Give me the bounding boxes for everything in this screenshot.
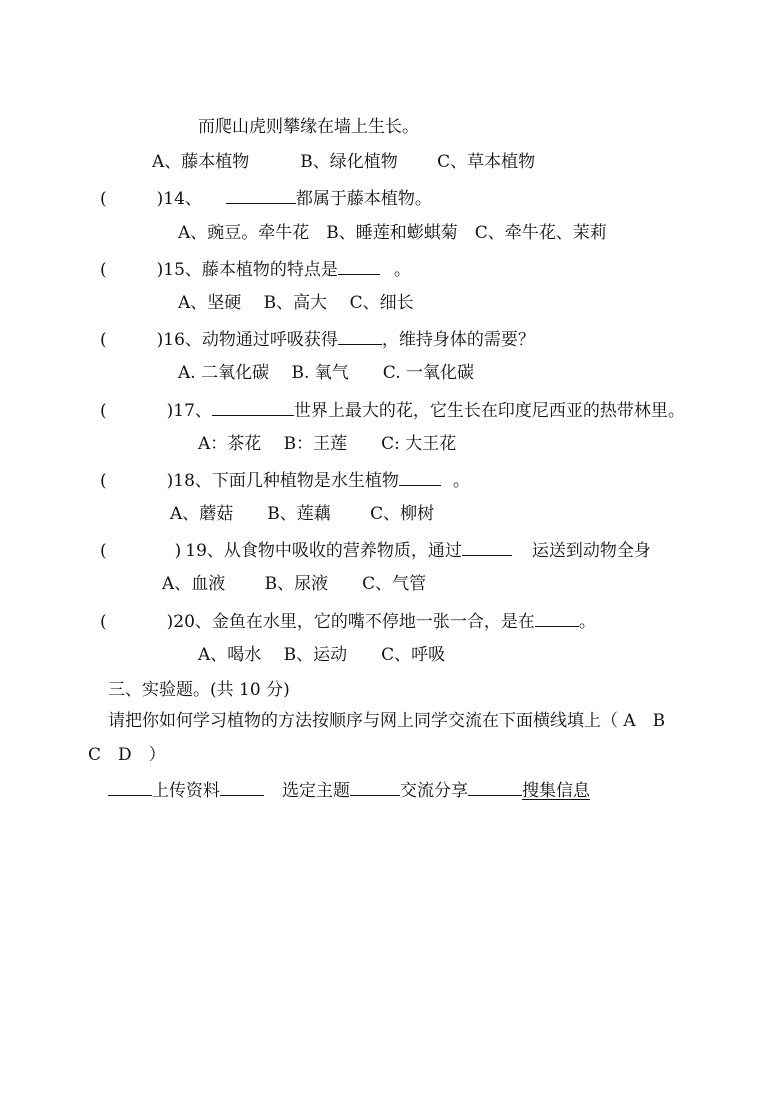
question-20 xyxy=(100,609,596,633)
answer-paren-open: ( xyxy=(100,612,107,632)
options-text: A：茶花 B：王莲 C: 大王花 xyxy=(198,434,457,454)
question-text-end: 。 xyxy=(578,612,596,632)
answer-paren-close: ) xyxy=(166,612,174,632)
question-text: 都属于藤本植物。 xyxy=(295,189,432,209)
options-q14 xyxy=(178,222,607,244)
question-text: 18、下面几种植物是水生植物 xyxy=(173,471,399,491)
question-text-end: 。 xyxy=(393,260,411,280)
question-text-end: ，维持身体的需要？ xyxy=(381,330,535,350)
answer-paren-open: ( xyxy=(100,471,107,491)
fill-blank[interactable] xyxy=(338,257,380,275)
answer-paren-close: ) xyxy=(166,401,174,421)
continuation-line xyxy=(198,116,419,138)
fill-blank[interactable] xyxy=(462,538,512,556)
question-19 xyxy=(100,538,651,562)
answer-paren-close: ) xyxy=(174,541,182,561)
answer-paren-open: ( xyxy=(100,330,107,350)
instruction-line-2 xyxy=(88,744,166,766)
instruction-text: C D ） xyxy=(88,745,166,765)
options-q20 xyxy=(198,644,445,666)
step-share: 交流分享 xyxy=(400,781,468,801)
question-17 xyxy=(100,398,685,422)
step-upload: 上传资料 xyxy=(152,781,220,801)
options-text: A、坚硬 B、高大 C、细长 xyxy=(178,293,414,313)
question-14 xyxy=(100,186,432,210)
question-text-end: 运送到动物全身 xyxy=(531,541,651,561)
options-q17 xyxy=(198,433,456,455)
answer-paren-close: ) xyxy=(156,330,164,350)
fill-blank[interactable] xyxy=(399,468,441,486)
section-heading xyxy=(108,679,290,701)
answer-paren-open: ( xyxy=(100,401,107,421)
question-text-end: 。 xyxy=(452,471,470,491)
question-text: 16、动物通过呼吸获得 xyxy=(163,330,338,350)
answer-paren-open: ( xyxy=(100,260,107,280)
fill-blank[interactable] xyxy=(338,327,382,345)
instruction-line-1 xyxy=(108,710,665,732)
answer-paren-close: ) xyxy=(156,189,164,209)
step-collect-info: 搜集信息 xyxy=(522,781,590,801)
step-blank-1[interactable] xyxy=(108,778,152,796)
step-blank-3[interactable] xyxy=(350,778,400,796)
question-text: 19、从食物中吸收的营养物质，通过 xyxy=(185,541,462,561)
text: 而爬山虎则攀缘在墙上生长。 xyxy=(198,117,419,137)
answer-paren-open: ( xyxy=(100,189,107,209)
steps-line xyxy=(108,778,590,802)
options-q13 xyxy=(152,151,535,173)
answer-paren-open: ( xyxy=(100,541,107,561)
options-q15 xyxy=(178,292,414,314)
options-text: A、蘑菇 B、莲藕 C、柳树 xyxy=(170,504,435,524)
question-18 xyxy=(100,468,470,492)
question-16 xyxy=(100,327,535,351)
options-text: A、豌豆。牵牛花 B、睡莲和蟛蜞菊 C、牵牛花、茉莉 xyxy=(178,223,607,243)
question-text: 世界上最大的花，它生长在印度尼西亚的热带林里。 xyxy=(293,401,685,421)
step-blank-2[interactable] xyxy=(220,778,264,796)
options-text: A、藤本植物 B、绿化植物 C、草本植物 xyxy=(152,152,536,172)
options-q16 xyxy=(178,362,474,384)
options-text: A、喝水 B、运动 C、呼吸 xyxy=(198,645,446,665)
question-15 xyxy=(100,257,411,281)
options-q18 xyxy=(170,503,434,525)
answer-paren-close: ) xyxy=(166,471,174,491)
options-text: A. 二氧化碳 B. 氧气 C. 一氧化碳 xyxy=(178,363,474,383)
question-number: 17、 xyxy=(173,401,212,421)
question-number: 14、 xyxy=(163,189,202,209)
step-choose-topic: 选定主题 xyxy=(282,781,350,801)
question-text: 20、金鱼在水里，它的嘴不停地一张一合，是在 xyxy=(173,612,535,632)
options-text: A、血液 B、尿液 C、气管 xyxy=(162,574,427,594)
question-text: 15、藤本植物的特点是 xyxy=(163,260,338,280)
step-blank-4[interactable] xyxy=(468,778,522,796)
section-title: 三、实验题。(共 10 分) xyxy=(108,680,290,700)
answer-paren-close: ) xyxy=(156,260,164,280)
fill-blank[interactable] xyxy=(535,609,579,627)
fill-blank[interactable] xyxy=(212,398,294,416)
instruction-text: 请把你如何学习植物的方法按顺序与网上同学交流在下面横线填上（ A B xyxy=(108,711,666,731)
fill-blank[interactable] xyxy=(226,186,296,204)
options-q19 xyxy=(162,573,426,595)
